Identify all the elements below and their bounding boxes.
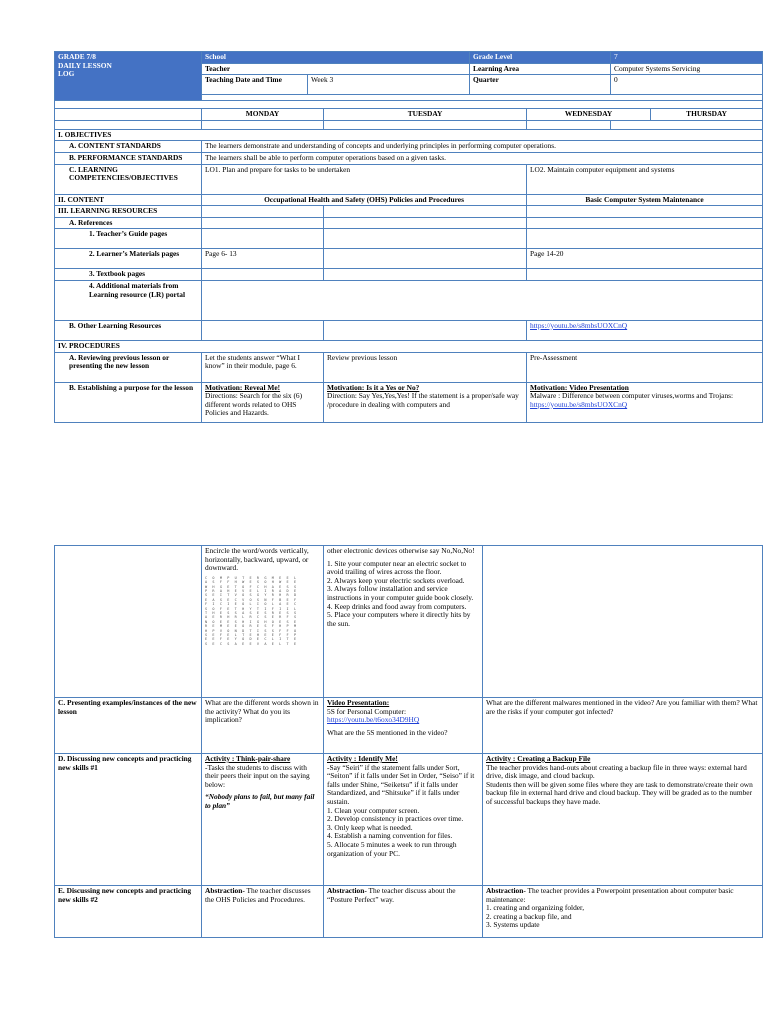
proc-d-label: D. Discussing new concepts and practicing new skills #1 bbox=[55, 754, 202, 886]
proc-a-wednesday: Pre-Assessment bbox=[527, 352, 763, 382]
word-search-row: A E R H R L R C S E R F S bbox=[205, 615, 298, 620]
proc-b-monday-title: Motivation: Reveal Me! bbox=[205, 382, 281, 392]
content-title: II. CONTENT bbox=[55, 194, 202, 206]
word-search-row: T H E S S A S E S R E S S bbox=[205, 611, 298, 616]
content-standards-text: The learners demonstrate and understanding of concepts and underlying principles in performing computer operations. bbox=[202, 141, 763, 153]
competency-lo2: LO2. Maintain computer equipment and systems bbox=[527, 164, 763, 194]
resources-title: III. LEARNING RESOURCES bbox=[55, 206, 202, 218]
yes-no-item-2: 2. Always keep your electric sockets overload. bbox=[327, 575, 465, 585]
lesson-log-page-2 bbox=[54, 545, 762, 938]
maintenance-item-2: 2. creating a backup file, and bbox=[486, 911, 572, 921]
dll-title-line-2: DAILY LESSON bbox=[58, 60, 112, 70]
performance-standards-text: The learners shall be able to perform computer operations based on a given tasks. bbox=[202, 152, 763, 164]
performance-standards-label: B. PERFORMANCE STANDARDS bbox=[55, 152, 202, 164]
day-thursday: THURSDAY bbox=[651, 109, 763, 121]
grade-level-value: 7 bbox=[611, 52, 763, 64]
word-search-row: R E M E E O R E S F H P M bbox=[205, 624, 298, 629]
dll-title bbox=[55, 52, 202, 101]
yes-no-item-3: 3. Always follow installation and service instructions in your computer guide book closely. bbox=[327, 584, 474, 602]
identify-item-4: 4. Establish a naming convention for files. bbox=[327, 831, 453, 841]
teacher-label: Teacher bbox=[202, 63, 470, 75]
proc-a-label: A. Reviewing previous lesson or presenting the new lesson bbox=[55, 352, 202, 382]
proc-c-tuesday-link[interactable]: https://youtu.be/t6oxo34D9HQ bbox=[327, 715, 420, 725]
yes-no-item-4: 4. Keep drinks and food away from computers. bbox=[327, 601, 467, 611]
proc-e-monday-title: Abstraction- bbox=[205, 886, 245, 895]
proc-d-monday-title: Activity : Think-pair-share bbox=[205, 754, 291, 763]
yes-no-item-1: 1. Site your computer near an electric socket to avoid trailing of wires across the floor. bbox=[327, 558, 467, 577]
day-tuesday: TUESDAY bbox=[324, 109, 527, 121]
proc-d-monday-text: -Tasks the students to discuss with their peers their input on the saying below: bbox=[205, 762, 310, 789]
proc-b-wednesday-title: Motivation: Video Presentation bbox=[530, 382, 629, 392]
school-label: School bbox=[202, 52, 470, 64]
proc-e-wednesday-text: The teacher provides a Powerpoint presentation about computer basic maintenance: bbox=[486, 886, 734, 904]
learning-area-value: Computer Systems Servicing bbox=[611, 63, 763, 75]
proc-e-wednesday bbox=[483, 886, 763, 938]
identify-item-1: 1. Clean your computer screen. bbox=[327, 805, 420, 815]
proc-b-wednesday-text: Malware : Difference between computer viruses,worms and Trojans: bbox=[530, 391, 734, 401]
proc-b-wednesday-link[interactable]: https://youtu.be/s8mbsUOXCnQ bbox=[530, 399, 628, 409]
proc-e-monday-text: The teacher discusses the OHS Policies and Procedures. bbox=[205, 886, 311, 904]
word-search-row: P R A H E V E L I R A D E bbox=[205, 589, 298, 593]
proc-b-monday-text: Directions: Search for the six (6) different words related to OHS Policies and Hazards. bbox=[205, 391, 303, 418]
word-search-row: E A S E C V O S N F B E F bbox=[205, 597, 298, 602]
proc-e-tuesday-text: The teacher discuss about the “Posture Perfect” way. bbox=[327, 886, 456, 904]
dll-title-line-1: GRADE 7/8 bbox=[58, 52, 96, 61]
word-search-row: F I C I E O L I O L A E C bbox=[205, 602, 298, 607]
competencies-label: C. LEARNING COMPETENCIES/OBJECTIVES bbox=[55, 164, 202, 194]
content-standards-label: A. CONTENT STANDARDS bbox=[55, 141, 202, 153]
proc-d-tuesday bbox=[324, 754, 483, 886]
maintenance-item-1: 1. creating and organizing folder, bbox=[486, 903, 585, 913]
learners-materials-wednesday: Page 14-20 bbox=[527, 249, 763, 269]
word-search-row: E E F E Y O D E C L I T E bbox=[205, 637, 298, 642]
proc-b-wednesday bbox=[527, 382, 763, 422]
identify-item-3: 3. Only keep what is needed. bbox=[327, 822, 413, 832]
word-search-row: A S F F H W E S O H W E E bbox=[205, 580, 298, 585]
proc-d-monday bbox=[202, 754, 324, 886]
teaching-date-label: Teaching Date and Time bbox=[202, 75, 308, 95]
word-search-row: W H G E T O F C H A E S S bbox=[205, 584, 298, 589]
proc-b-continued-label bbox=[55, 546, 202, 698]
blank-row bbox=[55, 101, 763, 109]
proc-b-tuesday-cont-text: other electronic devices otherwise say No,No,No! bbox=[327, 546, 475, 555]
proc-c-monday: What are the different words shown in the activity? What do you its implication? bbox=[202, 698, 324, 754]
yes-no-item-5: 5. Place your computers where it directly hits by the sun. bbox=[327, 610, 471, 628]
proc-d-wednesday bbox=[483, 754, 763, 886]
day-monday: MONDAY bbox=[202, 109, 324, 121]
lesson-log-table-1 bbox=[54, 51, 763, 423]
references-label: A. References bbox=[55, 217, 202, 229]
proc-b-tuesday-text: Direction: Say Yes,Yes,Yes! If the statement is a proper/safe way /procedure in dealing with computers and bbox=[327, 391, 519, 409]
proc-b-label: B. Establishing a purpose for the lesson bbox=[55, 382, 202, 422]
identify-item-2: 2. Develop consistency in practices over time. bbox=[327, 814, 464, 824]
word-search-row: H P V O N D T I S S F F O bbox=[205, 628, 298, 633]
proc-b-wednesday-continued bbox=[483, 546, 763, 698]
word-search-puzzle bbox=[205, 576, 320, 647]
proc-c-wednesday: What are the different malwares mentioned in the video? Are you familiar with them? What are the risks if your computer got infected? bbox=[483, 698, 763, 754]
teaching-date-value: Week 3 bbox=[308, 75, 470, 95]
content-topic-maintenance: Basic Computer System Maintenance bbox=[527, 194, 763, 206]
proc-c-label: C. Presenting examples/instances of the new lesson bbox=[55, 698, 202, 754]
word-search-row: C O M P U T E R G M E E L bbox=[205, 575, 298, 580]
proc-c-tuesday bbox=[324, 698, 483, 754]
word-search-row: S E F E L T E H E E F F P bbox=[205, 633, 298, 638]
grade-level-label: Grade Level bbox=[470, 52, 611, 64]
day-wednesday: WEDNESDAY bbox=[527, 109, 651, 121]
proc-b-tuesday bbox=[324, 382, 527, 422]
proc-c-tuesday-text: 5S for Personal Computer: bbox=[327, 706, 407, 716]
content-topic-ohs: Occupational Health and Safety (OHS) Policies and Procedures bbox=[202, 194, 527, 206]
proc-e-label: E. Discussing new concepts and practicing new skills #2 bbox=[55, 886, 202, 938]
proc-b-tuesday-continued bbox=[324, 546, 483, 698]
additional-materials-label: 4. Additional materials from Learning resource (LR) portal bbox=[55, 280, 202, 320]
proc-d-wednesday-text-2: Students then will be given some files where they are task to demonstrate/create their own backup file in external hard drive and cloud backup. They will be graded as to the number of successful backups they have made. bbox=[486, 779, 753, 806]
quarter-label: Quarter bbox=[470, 75, 611, 95]
word-search-row: S E I T V O S G Y R H R D bbox=[205, 593, 298, 598]
lesson-log-page-1 bbox=[54, 51, 762, 423]
teachers-guide-label: 1. Teacher’s Guide pages bbox=[55, 229, 202, 249]
proc-c-tuesday-question: What are the 5S mentioned in the video? bbox=[327, 727, 448, 737]
proc-b-monday-cont-text: Encircle the word/words vertically, horizontally, backward, upward, or downward. bbox=[205, 546, 309, 573]
proc-d-wednesday-text-1: The teacher provides hand-outs about creating a backup file in three ways: external hard drive, disk image, and cloud backup. bbox=[486, 762, 747, 781]
quarter-value: 0 bbox=[611, 75, 763, 95]
identify-item-5: 5. Allocate 5 minutes a week to run through organization of your PC. bbox=[327, 839, 457, 858]
textbook-label: 3. Textbook pages bbox=[55, 269, 202, 281]
other-resources-link[interactable]: https://youtu.be/s8mbsUOXCnQ bbox=[530, 320, 628, 330]
lesson-log-table-2 bbox=[54, 545, 763, 938]
procedures-title: IV. PROCEDURES bbox=[55, 340, 763, 352]
learners-materials-label: 2. Learner’s Materials pages bbox=[55, 249, 202, 269]
proc-c-tuesday-title: Video Presentation: bbox=[327, 698, 390, 707]
learning-area-label: Learning Area bbox=[470, 63, 611, 75]
competency-lo1: LO1. Plan and prepare for tasks to be undertaken bbox=[202, 164, 527, 194]
proc-d-wednesday-title: Activity : Creating a Backup File bbox=[486, 754, 591, 763]
proc-b-monday-continued bbox=[202, 546, 324, 698]
learners-materials-monday: Page 6- 13 bbox=[202, 249, 324, 269]
proc-d-tuesday-title: Activity : Identify Me! bbox=[327, 754, 398, 763]
objectives-title: I. OBJECTIVES bbox=[55, 129, 763, 141]
other-resources-label: B. Other Learning Resources bbox=[55, 320, 202, 340]
proc-d-tuesday-text: -Say “Seiri” if the statement falls under Sort, “Seiton” if it falls under Set in Order, “Seiso” if it falls under Shine, “Seiketsu” if it falls under Standardized, and “Shitsuke” if it falls under sustain. bbox=[327, 762, 475, 806]
day-blank bbox=[55, 109, 202, 121]
proc-e-monday bbox=[202, 886, 324, 938]
proc-b-monday bbox=[202, 382, 324, 422]
proc-e-tuesday-title: Abstraction- bbox=[327, 886, 367, 895]
word-search-row: S O F E T H Y T I F I I L bbox=[205, 606, 298, 611]
proc-a-monday: Let the students answer “What I know” in their module, page 6. bbox=[202, 352, 324, 382]
word-search-row: S E C S A E E V A E L T E bbox=[205, 641, 298, 646]
maintenance-item-3: 3. Systems update bbox=[486, 920, 540, 930]
word-search-row: N O E E S H I G H O E S E bbox=[205, 619, 298, 624]
proc-b-tuesday-title: Motivation: Is it a Yes or No? bbox=[327, 382, 420, 392]
proc-d-monday-quote: “Nobody plans to fail, but many fail to plan” bbox=[205, 792, 315, 810]
proc-e-tuesday bbox=[324, 886, 483, 938]
proc-a-tuesday: Review previous lesson bbox=[324, 352, 527, 382]
dll-title-line-3: LOG bbox=[58, 69, 75, 79]
proc-e-wednesday-title: Abstraction- bbox=[486, 886, 526, 895]
